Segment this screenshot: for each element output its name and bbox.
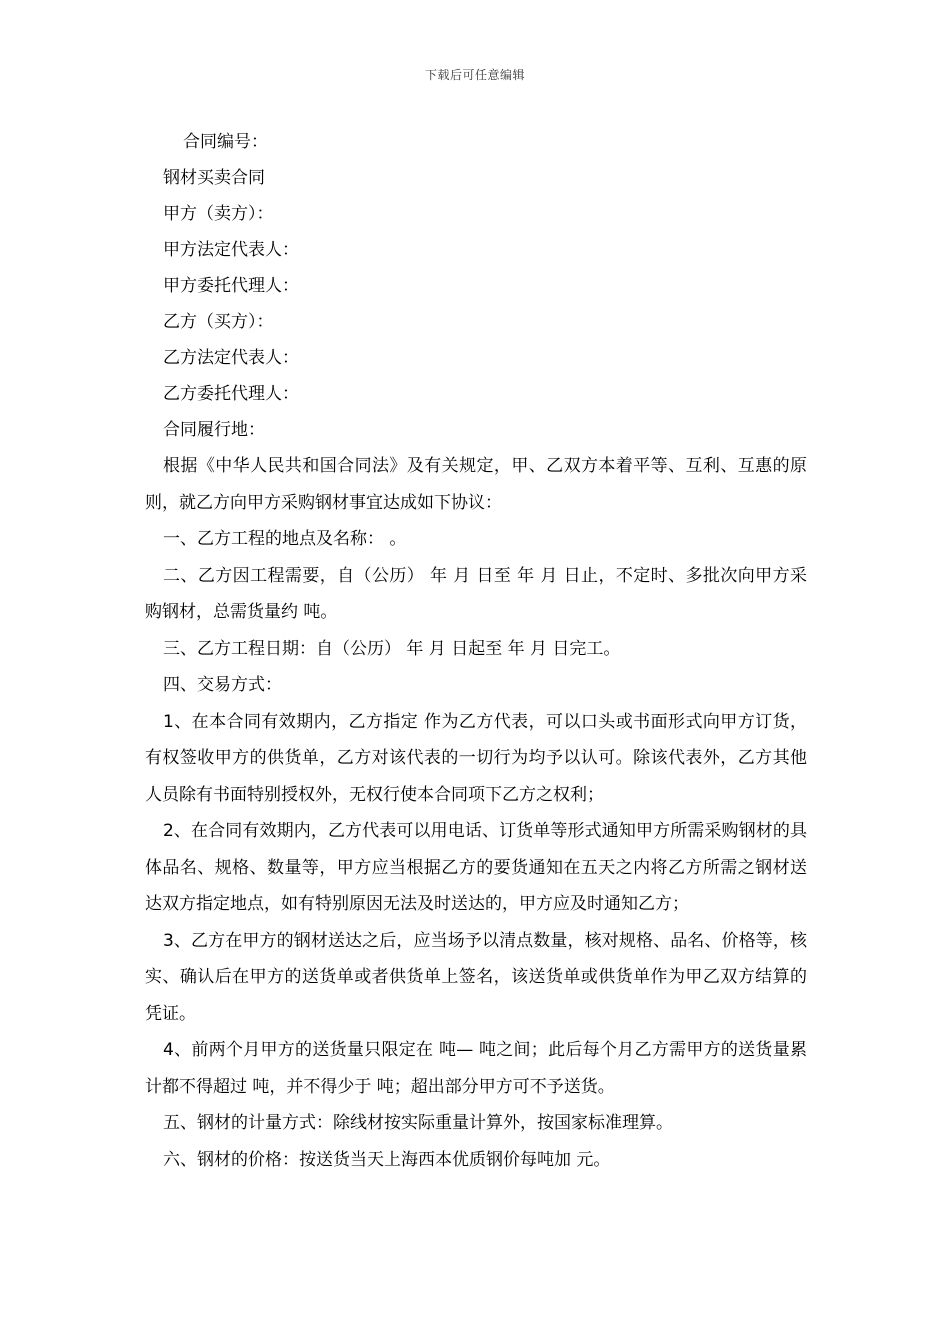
party-b-legal-rep-label: 乙方法定代表人： xyxy=(163,348,299,368)
clause-5: 五、钢材的计量方式：除线材按实际重量计算外，按国家标准理算。 xyxy=(163,1113,673,1133)
clause-4-2: 2、在合同有效期内，乙方代表可以用电话、订货单等形式通知甲方所需采购钢材的具体品名、规格、数量等，甲方应当根据乙方的要货通知在五天之内将乙方所需之钢材送达双方指定地点，如有特别原因无法及时送达的，甲方应及时通知乙方； xyxy=(145,821,807,914)
clause-2: 二、乙方因工程需要，自（公历） 年 月 日至 年 月 日止，不定时、多批次向甲方采购钢材，总需货量约 吨。 xyxy=(145,565,807,622)
contract-number-label: 合同编号： xyxy=(183,132,268,152)
clause-6: 六、钢材的价格：按送货当天上海西本优质钢价每吨加 元。 xyxy=(163,1149,611,1170)
clause-4-heading: 四、交易方式： xyxy=(163,675,282,695)
performance-place-label: 合同履行地： xyxy=(163,420,265,440)
document-body xyxy=(145,124,807,1178)
party-a-legal-rep-label: 甲方法定代表人： xyxy=(163,240,299,260)
page-header: 下载后可任意编辑 xyxy=(424,68,525,82)
party-b-agent-label: 乙方委托代理人： xyxy=(163,384,299,404)
party-a-agent-label: 甲方委托代理人： xyxy=(163,276,299,296)
party-b-label: 乙方（买方）： xyxy=(163,312,274,332)
party-a-label: 甲方（卖方）： xyxy=(163,204,274,224)
clause-4-1: 1、在本合同有效期内，乙方指定 作为乙方代表，可以口头或书面形式向甲方订货，有权签收甲方的供货单，乙方对该代表的一切行为均予以认可。除该代表外，乙方其他人员除有书面特别授权外，无权行使本合同项下乙方之权利； xyxy=(145,711,807,805)
clause-1: 一、乙方工程的地点及名称： 。 xyxy=(163,529,407,549)
clause-3: 三、乙方工程日期：自（公历） 年 月 日起至 年 月 日完工。 xyxy=(163,638,621,659)
clause-4-4: 4、前两个月甲方的送货量只限定在 吨— 吨之间；此后每个月乙方需甲方的送货量累计都不得超过 吨，并不得少于 吨；超出部分甲方可不予送货。 xyxy=(145,1040,807,1097)
preamble-paragraph: 根据《中华人民共和国合同法》及有关规定，甲、乙双方本着平等、互利、互惠的原则，就乙方向甲方采购钢材事宜达成如下协议： xyxy=(145,456,807,513)
document-title: 钢材买卖合同 xyxy=(163,168,265,188)
clause-4-3: 3、乙方在甲方的钢材送达之后，应当场予以清点数量，核对规格、品名、价格等，核实、确认后在甲方的送货单或者供货单上签名，该送货单或供货单作为甲乙双方结算的凭证。 xyxy=(145,930,807,1024)
